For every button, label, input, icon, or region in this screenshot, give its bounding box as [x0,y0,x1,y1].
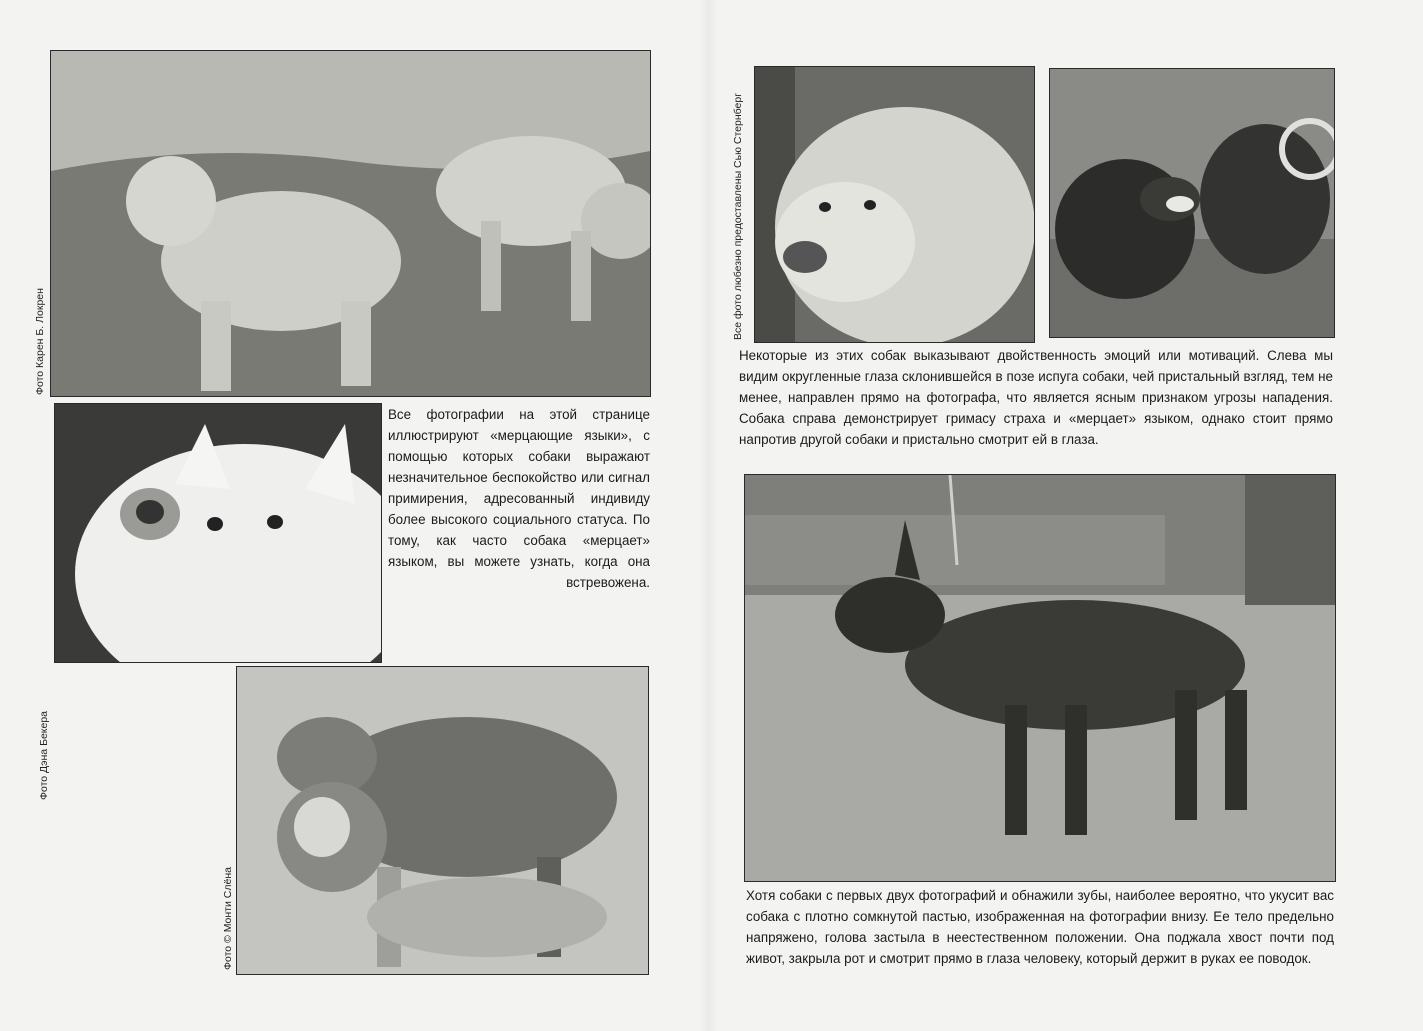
photo-fluffy-dog-teeth [754,66,1035,343]
photo-shar-pei-dogs [50,50,651,397]
photo-credit-spitz: Фото Дэна Бекера [38,710,50,800]
photo-white-spitz [54,403,382,663]
photo-credit-sternberg: Все фото любезно предоставлены Сью Стернберг [732,92,744,340]
photo-two-dogs-face-off [1049,68,1335,338]
photo-malamutes [236,666,649,975]
photo-tense-dog-leash [744,474,1336,882]
page-fold [700,0,718,1031]
right-bottom-caption: Хотя собаки с первых двух фотографий и обнажили зубы, наиболее вероятно, что укусит вас собака с плотно сомкнутой пастью, изображенная на фотографии внизу. Ее тело предельно напряжено, голова застыла в неестественном положении. Она поджала хвост почти под живот, закрыла рот и смотрит прямо в глаза человеку, который держит в руках ее поводок. [746,888,1334,966]
photo-credit-shar-pei: Фото Карен Б. Локрен [34,288,46,395]
left-caption: Все фотографии на этой странице иллюстрируют «мерцающие языки», с помощью которых собаки выражают незначительное беспокойство или сигнал примирения, адресованный индивиду более высокого социального статуса. По тому, как часто собака «мерцает» языком, вы можете узнать, когда она встревожена. [388,407,650,590]
photo-credit-malamutes: Фото © Монти Слёна [222,867,234,970]
right-top-caption: Некоторые из этих собак выказывают двойственность эмоций или мотиваций. Слева мы видим округленные глаза склонившейся в позе испуга собаки, чей пристальный взгляд, тем не менее, направлен прямо на фотографа, что является ясным признаком угрозы нападения. Собака справа демонстрирует гримасу страха и «мерцает» языком, однако стоит прямо напротив другой собаки и пристально смотрит ей в глаза. [739,348,1333,447]
